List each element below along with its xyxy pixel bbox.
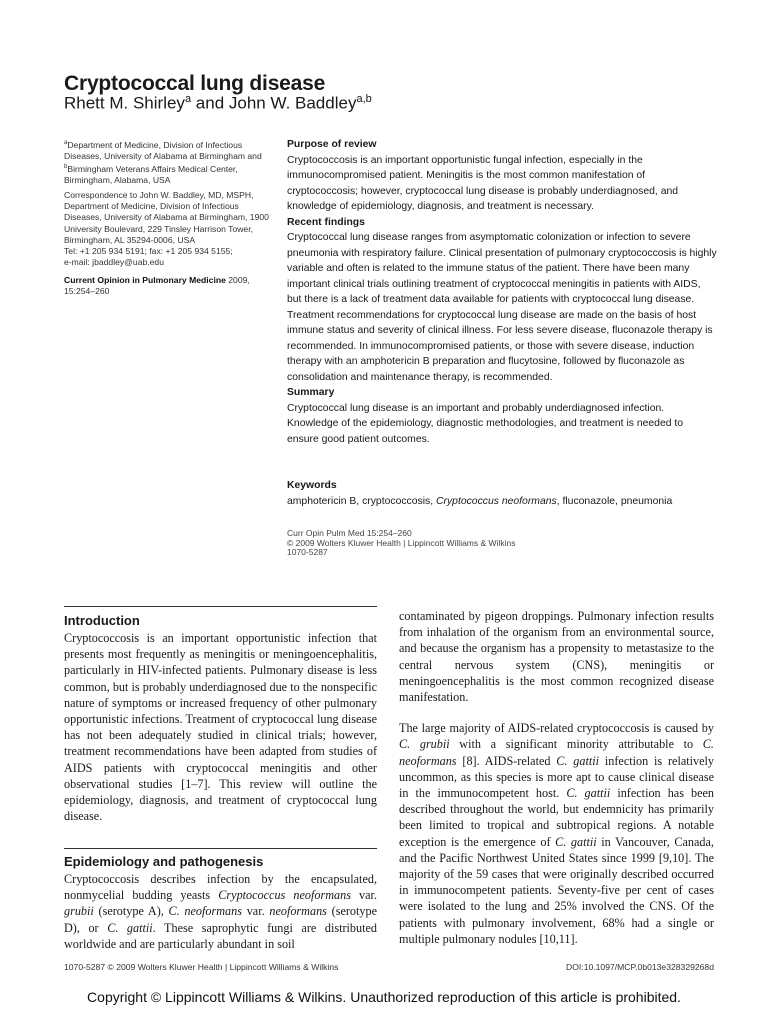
article-reference <box>287 529 515 558</box>
copyright-notice: Copyright © Lippincott Williams & Wilkins. Unauthorized reproduction of this article is prohibited. <box>87 989 681 1005</box>
rc-text: infection is relatively uncommon, as this species is more apt to cause clinical disease in the immunocompetent host. <box>399 753 714 801</box>
rc-text: with a significant minority attributable to <box>449 737 703 752</box>
correspondence-address: Correspondence to John W. Baddley, MD, MSPH, Department of Medicine, Division of Infectious Diseases, University of Alabama at Birmingham, 1900 University Boulevard, 229 Tinsley Harrison Tower, Birmingham, AL 35294-0006, USA <box>64 190 269 245</box>
footer-publisher: 1070-5287 © 2009 Wolters Kluwer Health | Lippincott Williams & Wilkins <box>64 962 339 972</box>
author-2-affiliation: a,b <box>356 93 372 105</box>
epi-text: var. <box>350 888 377 903</box>
rc-italic: C. gattii <box>556 753 600 768</box>
author-1-affiliation: a <box>184 93 192 105</box>
affiliation-a: Department of Medicine, Division of Infectious Diseases, University of Alabama at Birmingham and <box>64 139 262 162</box>
epi-italic: C. gattii <box>107 920 153 935</box>
introduction-heading: Introduction <box>64 613 140 628</box>
abstract <box>287 137 717 447</box>
epi-text: (serotype D), or <box>64 904 377 935</box>
keywords-italic: Cryptococcus neoformans <box>436 496 557 507</box>
correspondence-phone: Tel: +1 205 934 5191; fax: +1 205 934 5155; <box>64 246 233 257</box>
author-line <box>64 93 372 114</box>
rc-italic: C. gattii <box>566 786 611 801</box>
reference-copyright: © 2009 Wolters Kluwer Health | Lippincott Williams & Wilkins <box>287 537 516 548</box>
keywords-part-1: amphotericin B, cryptococcosis, <box>287 496 436 507</box>
epidemiology-heading: Epidemiology and pathogenesis <box>64 854 264 869</box>
epi-text: Cryptococcosis describes infection by the encapsulated, nonmycelial budding yeasts <box>64 872 377 903</box>
epidemiology-body <box>64 871 377 952</box>
epi-text: (serotype A), <box>93 904 169 919</box>
rc-text: [8]. AIDS-related <box>456 753 557 768</box>
keywords-part-2: , fluconazole, pneumonia <box>556 496 673 507</box>
epi-italic: C. neoformans <box>168 904 242 919</box>
rc-italic: C. neoformans <box>399 737 714 768</box>
epi-italic: Cryptococcus neoformans <box>218 888 351 903</box>
rc-text: in Vancouver, Canada, and the Pacific Northwest United States since 1999 [9,10]. The majority of the 59 cases that were originally described occurred in immunocompetent patients. Seventy-five per cent of cases were isolated to the lung and 25% involved the CNS. Of the patients with pulmonary involvement, 68% had a single or multiple pulmonary nodules [10,11]. <box>399 834 714 946</box>
affiliation-b: Birmingham Veterans Affairs Medical Center, Birmingham, Alabama, USA <box>64 164 238 186</box>
affiliations <box>64 138 274 187</box>
section-divider <box>64 606 377 607</box>
affiliation-b-marker: b <box>64 164 68 171</box>
journal-volume: 2009, 15:254–260 <box>64 275 250 297</box>
purpose-text: Cryptococcosis is an important opportunistic fungal infection, especially in the immunocompromised patient. Meningitis is the most common manifestation of cryptococcosis; however, cryptococcal lung disease is probably underdiagnosed, and knowledge of epidemiology, diagnosis, and treatment is necessary. <box>287 154 679 212</box>
epidemiology-paragraph <box>64 871 377 952</box>
article-title: Cryptococcal lung disease <box>64 72 326 95</box>
author-1: Rhett M. Shirley <box>64 93 185 113</box>
journal-name: Current Opinion in Pulmonary Medicine <box>64 275 226 285</box>
epi-text: . These saprophytic fungi are distributed worldwide and are particularly abundant in soil <box>64 920 377 951</box>
keywords-list <box>287 496 672 507</box>
epi-italic: neoformans <box>269 904 327 919</box>
author-conjunction: and <box>191 93 229 113</box>
rc-text: The large majority of AIDS-related cryptococcosis is caused by <box>399 721 714 736</box>
rc-italic: C. gattii <box>555 834 597 849</box>
summary-heading: Summary <box>287 387 335 398</box>
right-column-body <box>399 608 714 947</box>
affiliation-a-marker: a <box>64 140 68 146</box>
correspondence-email[interactable]: e-mail: jbaddley@uab.edu <box>64 257 164 268</box>
epi-italic: grubii <box>64 904 94 919</box>
reference-issn: 1070-5287 <box>287 547 328 557</box>
epi-text: var. <box>241 904 270 919</box>
footer-doi[interactable]: DOI:10.1097/MCP.0b013e328329268d <box>566 962 714 972</box>
keywords-heading: Keywords <box>287 480 337 491</box>
purpose-heading: Purpose of review <box>287 139 377 150</box>
findings-heading: Recent findings <box>287 216 365 228</box>
reference-journal: Curr Opin Pulm Med 15:254–260 <box>287 528 412 538</box>
summary-text: Cryptococcal lung disease is an important and probably underdiagnosed infection. Knowledge of the epidemiology, diagnostic methodologies, and treatment is needed to ensure good patient outcomes. <box>287 402 684 445</box>
rc-italic: C. grubii <box>399 737 450 752</box>
introduction-body <box>64 630 377 824</box>
introduction-paragraph: Cryptococcosis is an important opportunistic infection that presents most frequently as meningitis or meningoencephalitis, particularly in HIV-infected patients. Pulmonary disease is less common, but is probably underdiagnosed due to the nonspecific nature of symptoms or increased frequency of other pulmonary opportunistic infections. Treatment of cryptococcal lung disease has not been adequately studied in clinical trials; however, treatment recommendations have been adapted from studies of AIDS patients with cryptococcal meningitis and other observational studies [1–7]. This review will outline the epidemiology, diagnosis, and treatment of cryptococcal lung disease. <box>64 631 377 824</box>
correspondence <box>64 190 274 268</box>
right-paragraph-1: contaminated by pigeon droppings. Pulmonary infection results from inhalation of the organism from an environmental source, and because the organism has a propensity to metastasize to the central nervous system (CNS), meningitis or meningoencephalitis is the most common recognized disease manifestation. <box>399 609 714 705</box>
rc-text: infection has been described throughout the world, but endemnicity has primarily been limited to tropical and subtropical regions. A notable exception is the emergence of <box>399 786 714 849</box>
author-2: John W. Baddley <box>228 93 357 113</box>
right-paragraph-2 <box>399 720 714 947</box>
section-divider <box>64 848 377 849</box>
journal-citation <box>64 275 274 297</box>
findings-text: Cryptococcal lung disease ranges from asymptomatic colonization or infection to severe pneumonia with respiratory failure. Clinical presentation of pulmonary cryptococcosis is highly variable and often is related to the immune status of the patient. There have been many important clinical trials outlining treatment of cryptococcal meningitis in patients with AIDS, but there is a lack of treatment data available for patients with cryptococcal lung disease. Treatment recommendations for cryptococcal lung disease are made on the basis of host immune status and severity of clinical illness. For less severe disease, fluconazole therapy is recommended. In immunocompromised patients, or those with severe disease, induction therapy with an amphotericin B preparation and flucytosine, followed by fluconazole as consolidation and maintenance therapy, is recommended. <box>287 232 717 383</box>
